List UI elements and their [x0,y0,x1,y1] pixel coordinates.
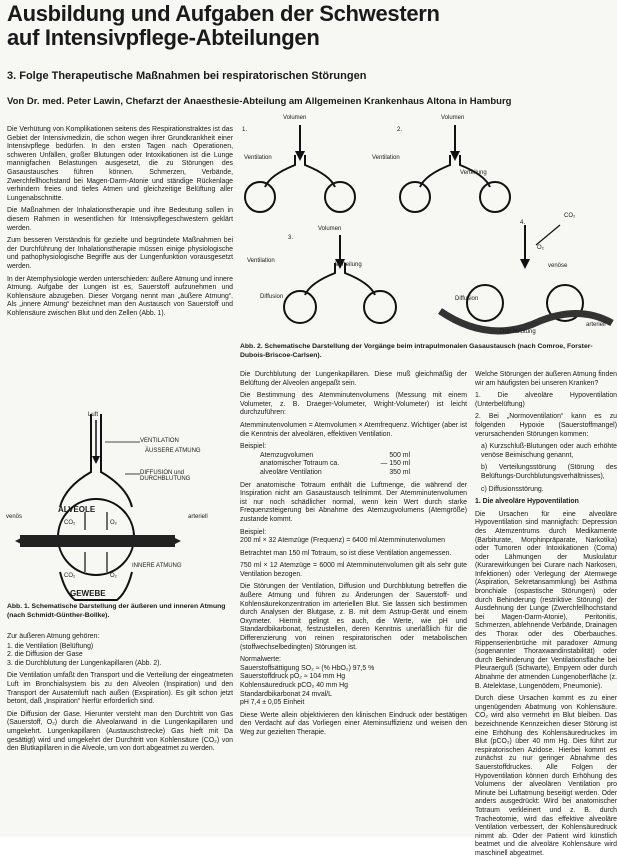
list-item: 3. die Durchblutung der Lungenkapillaren (Abb. 2). [7,659,162,667]
paragraph: In der Atemphysiologie werden unterschieden: äußere Atmung und innere Atmung. Aufgabe der Lungen ist es, Sauerstoff aufzunehmen und Kohlensäure abzugeben. Dieser Vorgang nennt man „äußere Atmung“. Als „innere Atmung“ bezeichnet man den Austausch von Sauerstoff und Kohlensäure zwischen Blut und den Zellen (Abb. 1). [7,275,233,317]
list-item: 1. Die alveoläre Hypoventilation (Unterbelüftung) [475,392,617,408]
paragraph: Die Diffusion der Gase. Hierunter versteht man den Durchtritt von Gas (Sauerstoff, O₂) durch die Alveolarwand in die Lungenkapillaren und umgekehrt. Lungenkapillaren (Austauschstrecke) Gas hieft mit Da gesättigt) wird und umgekehrt der Durchtritt von Kohlensäure (CO₂) von den Blutkapillaren in die Alveole, um von dort abgeatmet zu werden. [7,710,233,753]
label-durchblutung: Durchblutung [500,329,536,335]
label-volumen-2: Volumen [441,115,465,121]
table-cell: 350 ml [389,468,410,476]
figure-1-drawing [5,412,235,602]
table-row [260,460,410,469]
paragraph: Die Störungen der Ventilation, Diffusion und Durchblutung betreffen die äußere Atmung und führen zu Änderungen der Sauerstoff- und Kohlensäurekonzentration im arteriellen Blut. Sie lassen sich bestimmen durch Analysen der Blutgase, z. B. mit dem Astrup-Gerät und einem Oxymeter. Hiermit gelingt es auch, die Werte, wie pH und Standardbikarbonat, festzustellen, deren Kenntnis unerläßlich für die Differenzierung von reinen respiratorischen oder metabolischen (stoffwechselbedingten) Störungen ist. [240,583,467,651]
article-subtitle: 3. Folge Therapeutische Maßnahmen bei respiratorischen Störungen [7,70,367,82]
label-n4: 4. [520,220,526,226]
label-venoese: venöse [548,263,568,269]
label-volumen-3: Volumen [318,226,342,232]
normal-value: Sauerstoffdruck pO₂ ≈ 104 mm Hg [240,673,346,681]
example-label: Beispiel: [240,528,267,536]
column-2-text [240,371,467,836]
list-item: 2. Bei „Normoventilation“ kann es zu folgenden Hypoxie (Sauerstoffmangel) verursachenden Störungen kommen: [475,413,617,438]
panel-3 [284,235,396,323]
normal-value: pH 7,4 ± 0,05 Einheit [240,699,305,707]
label-ventilation-3: Ventilation [247,258,275,264]
label-co2-upper: CO₂ [64,520,76,526]
label-diffusion-3: Diffusion [260,294,284,300]
panel-1 [245,125,355,212]
table-cell: anatomischer Totraum ca. [260,460,340,468]
paragraph: Atemminutenvolumen = Atemvolumen × Atemfrequenz. Wichtiger (aber ist die Kenntnis der alveolären, effektiven Ventilation. [240,421,467,438]
normal-value: Kohlensäuredruck pCO₂ 40 mm Hg [240,682,348,689]
label-arteriell: arteriell [586,322,606,328]
paragraph: Die Verhütung von Komplikationen seitens des Respirationstraktes ist das Gebiet der Intensivmedizin, die schon wegen ihrer Grundkrankheit einer Intensivpflege bedürfen. In den ersten Tagen nach Operationen, schweren Unfällen, großer Blutungen oder Intoxikationen ist die Lunge mannigfachen Belastungen ausgesetzt, die zu Störungen des Gasaustausches führen können. Schmerzen, Verbände, Zwerchfellhochstand bei Magen-Darm-Atonie und ständige Rückenlage verhindern freies und tiefes Atmen und gleichzeitige Belüftung aller Lungenabschnitte. [7,126,233,202]
label-co2: CO₂ [564,213,576,219]
table-cell: Atemzugvolumen [260,451,314,459]
label-o2-lower: O₂ [110,573,117,579]
list-item: 2. die Diffusion der Gase [7,651,83,659]
arterial-arrow [171,536,181,546]
paragraph: Durch diese Ursachen kommt es zu einer ungenügenden Abatmung von Kohlensäure. CO₂ wird also vermehrt im Blut bleiben. Das bezeichnende Kennzeichen dieser Störung ist eine Erhöhung des Kohlensäuredruckes im Blut (pCO₂) über 40 mm Hg. Dies führt zur respiratorischen Azidose. Hierbei kommt es zunächst zu nur geringer Abnahme des Sauerstoffdruckes. Alle Folgen der Hypoventilation können durch Erhöhung des Volumens der alveolären Ventilation pro Minute bei Luftatmung beseitigt werden. Oder anders ausgedrückt: Wird bei anatomischer Totraum verkleinert und z. B. durch Tracheotomie, wird das effektive alveoläre Ventilation verbessert, der Kohlensäuredruck nimmt ab. Oder der Patient wird künstlich beatmet und die alveoläre Kohlensäure wird maschinell abgeatmet. [475,695,617,857]
label-n3: 3. [288,235,294,241]
label-ventilation-2: Ventilation [372,155,400,161]
list-item: c) Diffusionsstörung. [481,485,544,493]
panel-4 [440,225,612,331]
example-line: 200 ml × 32 Atemzüge (Frequenz) = 6400 ml Atemminutenvolumen [240,537,445,545]
paragraph: Diese Werte allein objektivieren den klinischen Eindruck oder bestätigen den Verdacht auf das Vorliegen einer Ateminsuffizienz und weisen den Weg zur gezielten Therapie. [240,711,467,736]
label-luft: Luft [88,412,99,418]
label-ventilation: VENTILATION [140,438,179,444]
capillary-band [20,535,175,547]
air-arrow-head [92,456,100,464]
label-innere-atmung: INNERE ATMUNG [132,563,182,569]
table-cell: 500 ml [389,451,410,459]
column-1-text [7,126,233,411]
example-line: Betrachtet man 150 ml Totraum, so ist diese Ventilation angemessen. [240,549,452,557]
paragraph: Die Durchblutung der Lungenkapillaren. Diese muß gleichmäßig der Belüftung der Alveolen angepaßt sein. [240,371,467,387]
label-diffusion: DIFFUSION und DURCHBLUTUNG [140,470,191,482]
column-3-text [475,371,617,857]
label-arteriell: arteriell [188,514,208,520]
normal-value: Sauerstoffsättigung SO₂ ≈ (% HbO₂) 97,5 % [240,664,375,672]
label-o2-upper: O₂ [110,520,117,526]
paragraph: Zur äußeren Atmung gehören: [7,633,100,640]
label-co2-lower: CO₂ [64,573,76,579]
label-alveole: ALVEOLE [58,505,96,514]
label-aussere-atmung: ÄUSSERE ATMUNG [145,448,201,454]
paragraph: Die Bestimmung des Atemminutenvolumens (Messung mit einem Volumeter, z. B. Draeger-Volumeter, Wright-Volumeter) ist leicht durchzuführen: [240,392,467,417]
paragraph: Welche Störungen der äußeren Atmung finden wir am häufigsten bei unseren Kranken? [475,371,617,387]
label-o2: O₂ [537,245,544,251]
label-n1: 1. [242,127,248,133]
label-diffusion-4: Diffusion [455,296,479,302]
example-label: Beispiel: [240,443,267,451]
article-title [7,2,607,50]
label-verteilung-2: Verteilung [460,170,487,176]
list-item: a) Kurzschluß-Blutungen oder auch erhöhte venöse Beimischung genannt, [481,443,617,459]
panel-2 [400,125,510,212]
section-heading: 1. Die alveoläre Hypoventilation [475,498,579,506]
title-line-2: auf Intensivpflege-Abteilungen [7,25,320,50]
figure-2-drawing [240,115,617,340]
paragraph: Der anatomische Totraum enthält die Luftmenge, die während der Inspiration nicht am Gasaustausch teilnimmt. Der Atemminutenvolumen ist nur noch schädlicher normal, wenn kein Wert durch starke Frequenzsteigerung bei Abnahme des Atemzugvolumens (Atemgröße) zustande kommt. [240,481,467,523]
figure-1-caption: Abb. 1. Schematische Darstellung der äußeren und inneren Atmung (nach Schmidt-Günther-Bollke). [7,603,226,619]
normal-value: Standardbikarbonat 24 mval/L [240,690,332,698]
column-1-lower-text [7,633,233,833]
list-item: 1. die Ventilation (Belüftung) [7,642,94,650]
table-row [260,469,410,478]
table-cell: — 150 ml [380,460,410,468]
normal-values-label: Normalwerte: [240,656,281,664]
label-gewebe: GEWEBE [70,589,106,598]
table-row [260,452,410,461]
list-item: b) Verteilungsstörung (Störung des Belüftungs-Durchblutungsverhältnisses), [481,464,617,480]
paragraph: Die Maßnahmen der Inhalationstherapie und ihre Bedeutung sollen in diesem Rahmen in wesentlichen für Intensivpflegeschwestern geklärt werden. [7,207,233,232]
paragraph: Zum besseren Verständnis für gezielte und begründete Maßnahmen bei der Durchführung der Inhalationstherapie müssen einige physiologische und pathophysiologische Begriffe aus der Lungenfunktion vorausgesetzt werden. [7,237,233,270]
airway-left-wall [60,414,91,507]
table-cell: alveoläre Ventilation [260,468,322,476]
paragraph: Die Ventilation umfaßt den Transport und die Verteilung der eingeatmeten Luft im Bronchialsystem bis zu den Alveolen (Inspiration) und den Transport der Ausatemluft nach außen (Exspiration). Es gilt schon jetzt betont, daß „Inspiration“ hierfür erforderlich sind. [7,672,233,706]
airway-right-wall [101,414,132,507]
label-n2: 2. [397,127,403,133]
article-byline: Von Dr. med. Peter Lawin, Chefarzt der Anaesthesie-Abteilung am Allgemeinen Krankenhaus Altona in Hamburg [7,96,512,107]
label-verteilung-3: Verteilung [335,262,362,268]
label-volumen-1: Volumen [283,115,307,121]
ventilation-table [260,452,410,478]
label-venos: venös [6,514,23,520]
example-line: 750 ml × 12 Atemzüge = 6000 ml Atemminutenvolumen gilt als sehr gute Ventilation bezogen. [240,562,467,578]
label-ventilation-1: Ventilation [244,155,272,161]
paragraph: Die Ursachen für eine alveoläre Hypoventilation sind mannigfach: Depression des Atemzentrums durch Medikamente (Barbiturate, Morphinpräparate, Narkotika) oder Tumoren oder Intoxikationen (Coma) oder Lähmungen der Muskulatur (Kurarewirkungen bei Curare nach Narkosen, Infektionen) oder Verlegung der Atemwege (Aspiration, Sekretansammlung) bei Asthma bronchiale (ospastische Störungen) oder durch Behinderung (restriktive Störung) der Ausdehnung der Lunge (Zwerchfellhochstand bei Magen-Darm-Atonie), Peritonitis, Schmerzen, ablehnende Verbände, Drainagen des Thorax oder des Oberbauches. Rippenserienbrüche mit paradoxer Atmung (sogenannter Thoraxwandinstabilität) oder durch Behinderung der Ventilationsfläche bei Pleuraerguß (Schwarte), Empyem oder durch Abnahme der atmenden Lungenoberfläche (z. B. Atelektase, Lungenödem, Pneumonie). [475,510,617,690]
title-line-1: Ausbildung und Aufgaben der Schwestern [7,1,440,26]
figure-2-caption: Abb. 2. Schematische Darstellung der Vorgänge beim intrapulmonalen Gasaustausch (nach Comroe, Forster-Dubois-Briscoe-Carlsen). [240,343,593,359]
